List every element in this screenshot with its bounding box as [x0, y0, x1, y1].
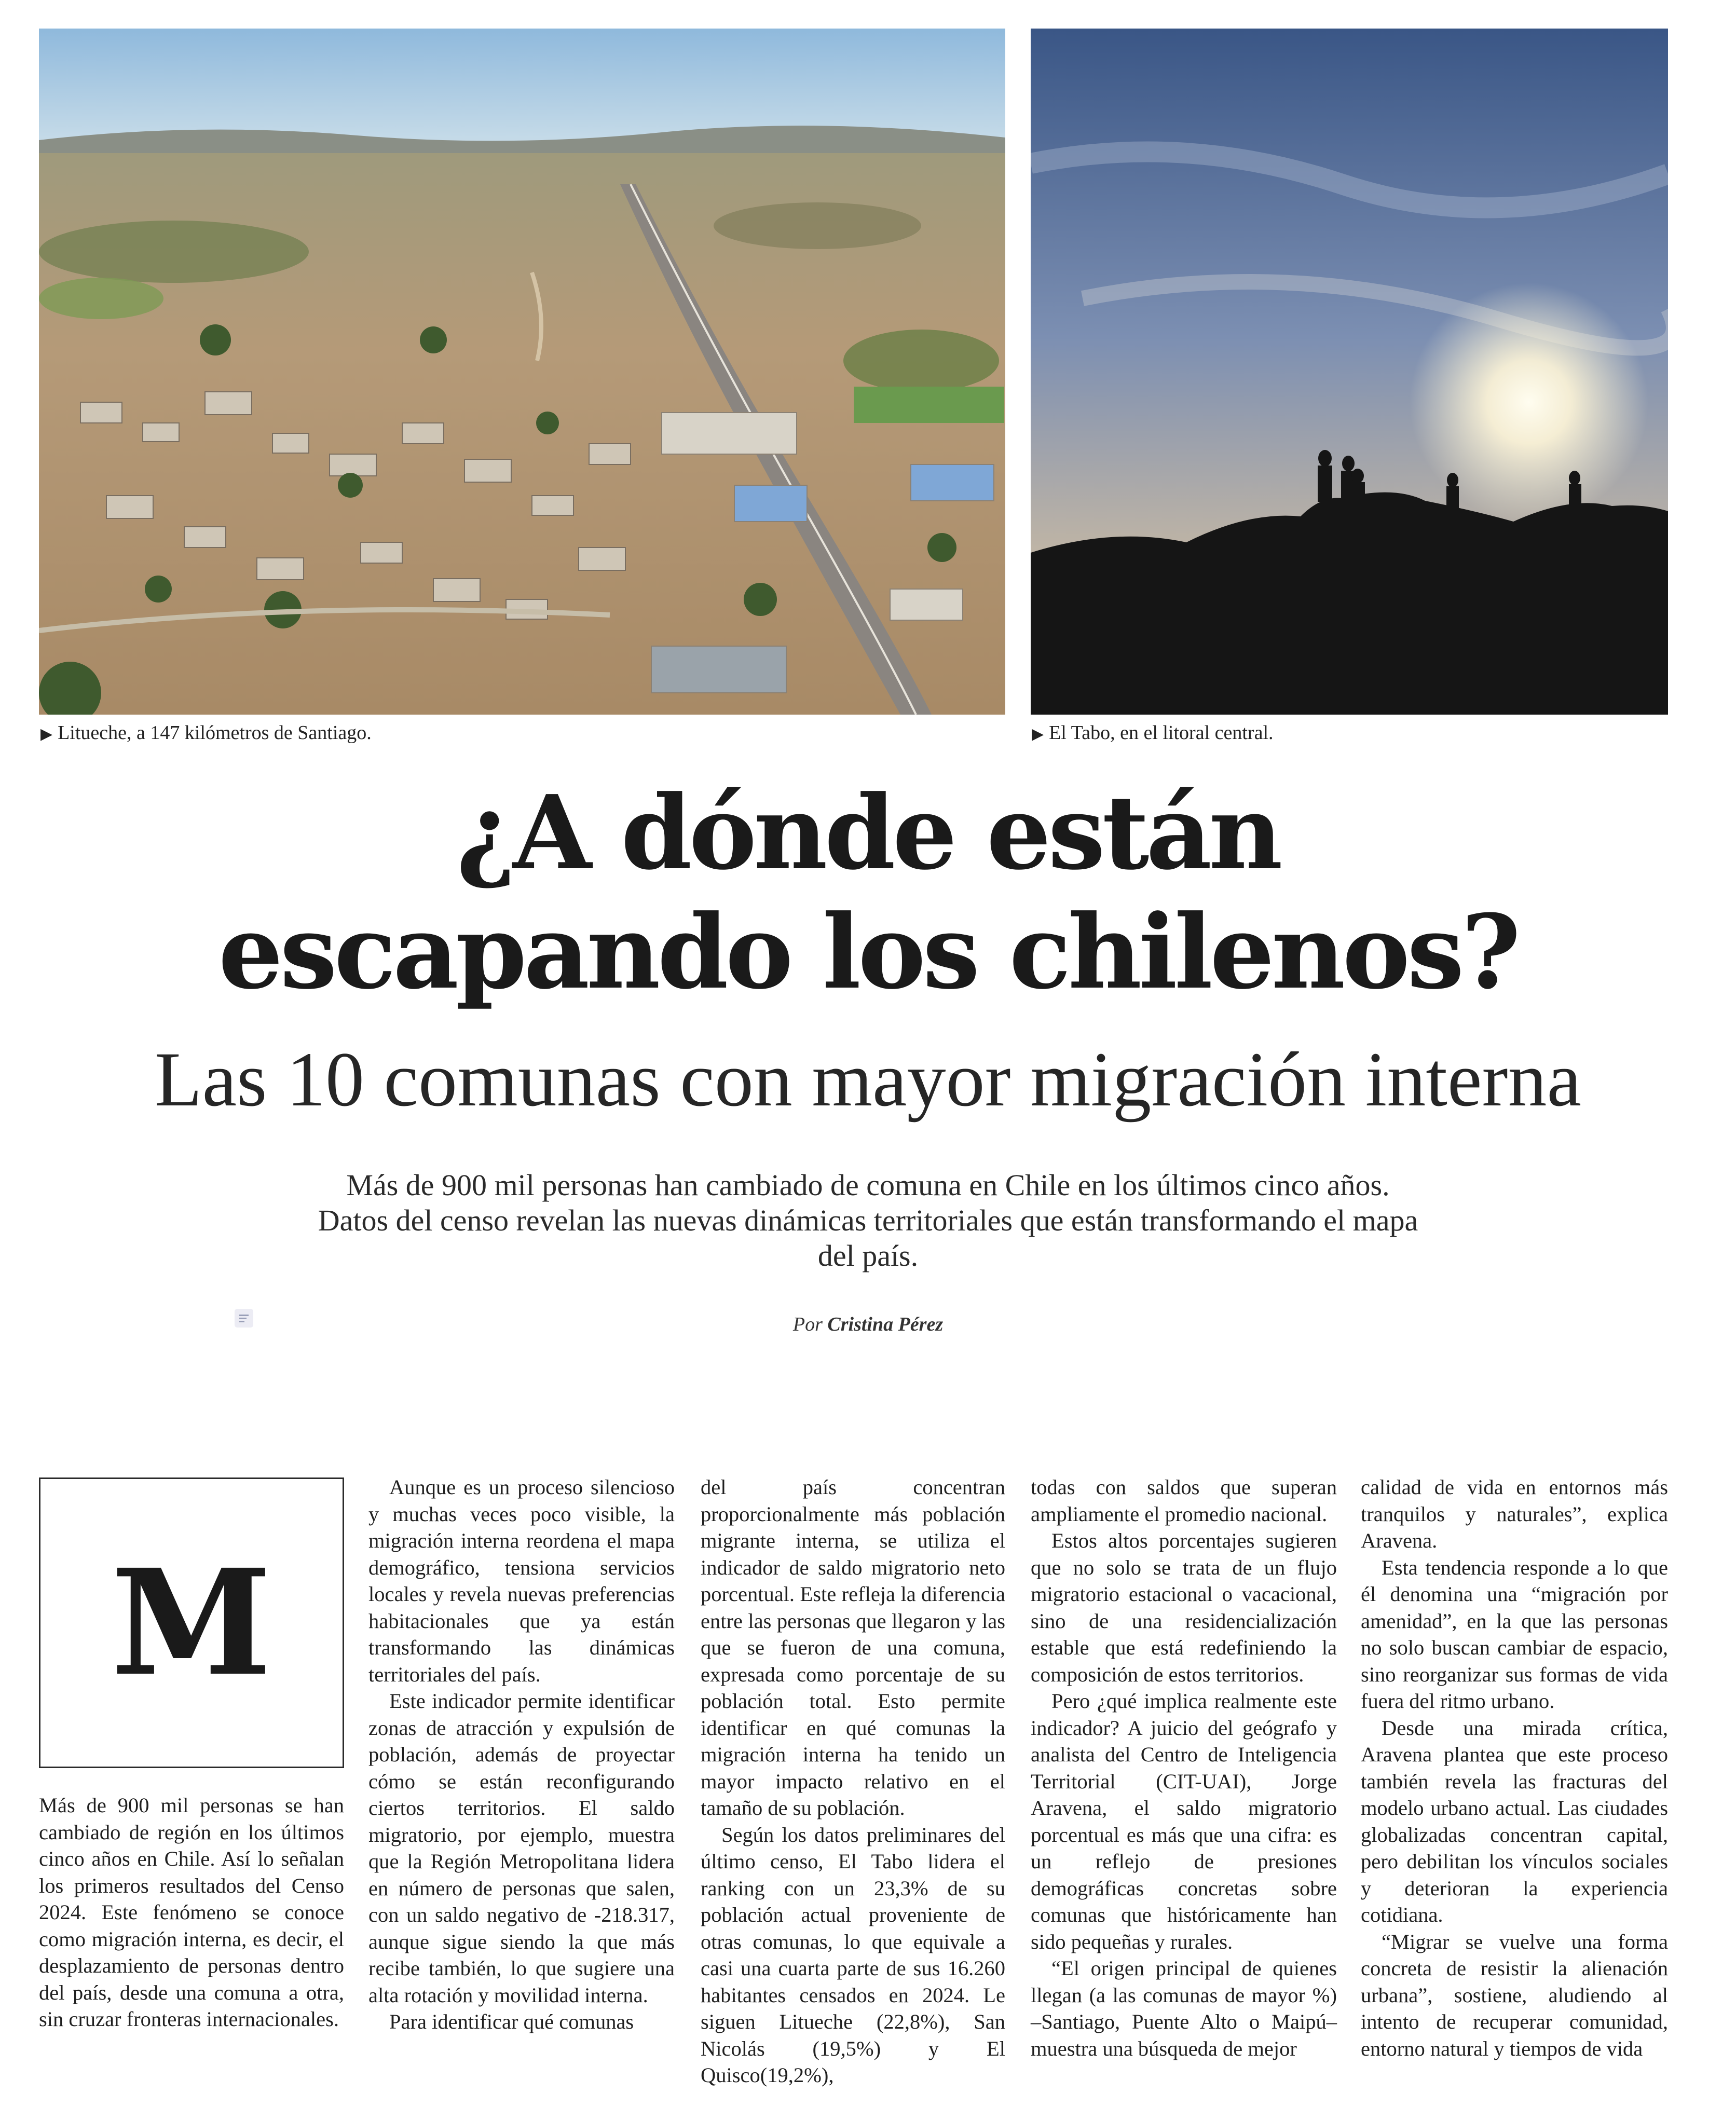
article-column-3: [701, 1474, 1005, 2089]
paragraph: Desde una mirada crítica, Aravena plantea que este proceso también revela las fracturas del modelo urbano actual. Las ciudades globalizadas concentran capital, pero debilitan los vínculos sociales y deterioran la experiencia cotidiana.: [1361, 1716, 1668, 1926]
caption-marker-icon: ▶: [1032, 726, 1044, 743]
paragraph: Según los datos preliminares del último censo, El Tabo lidera el ranking con un 23,3% de su población actual proveniente de otras comunas, lo que equivale a casi una cuarta parte de sus 16.260 habitantes censados en 2024. Le siguen Litueche (22,8%), San Nicolás (19,5%) y El Quisco(19,2%),: [701, 1823, 1005, 2087]
paragraph: Estos altos porcentajes sugieren que no solo se trata de un flujo migratorio estacional o vacacional, sino de una residencialización estable que está redefiniendo la composición de estos territorios.: [1031, 1529, 1337, 1686]
subheadline: Las 10 comunas con mayor migración interna: [154, 1036, 1582, 1123]
photo-el-tabo: [1031, 29, 1668, 715]
dropcap-box: [39, 1477, 344, 1768]
article-column-4: [1031, 1474, 1337, 2062]
byline-author: Cristina Pérez: [827, 1314, 944, 1335]
aerial-town-illustration: [39, 29, 1005, 715]
dek: Más de 900 mil personas han cambiado de comuna en Chile en los últimos cinco años. Datos del censo revelan las nuevas dinámicas territoriales que están transformando el mapa del país.: [318, 1168, 1418, 1273]
photo-caption-right: [1032, 721, 1274, 744]
caption-right-text: El Tabo, en el litoral central.: [1049, 722, 1274, 744]
paragraph: del país concentran proporcionalmente más población migrante interna, se utiliza el indicador de saldo migratorio neto porcentual. Este refleja la diferencia entre las personas que llegaron y las que se fueron de una comuna, expresada como porcentaje de su población total. Esto permite identificar en qué comunas la migración interna ha tenido un mayor impacto relativo en el tamaño de su población.: [701, 1475, 1005, 1819]
dropcap-letter: M: [111, 1537, 272, 1708]
paragraph: Esta tendencia responde a lo que él denomina una “migración por amenidad”, en la que las personas no solo buscan cambiar de espacio, sino reorganizar sus formas de vida fuera del ritmo urbano.: [1361, 1555, 1668, 1713]
paragraph: calidad de vida en entornos más tranquilos y naturales”, explica Aravena.: [1361, 1475, 1668, 1552]
paragraph: Para identificar qué comunas: [389, 2010, 634, 2033]
headline-line-2: escapando los chilenos?: [218, 893, 1518, 1012]
paragraph: “El origen principal de quienes llegan (a las comunas de mayor %) –Santiago, Puente Alto o Maipú– muestra una búsqueda de mejor: [1031, 1956, 1337, 2060]
headline-line-1: ¿A dónde están: [456, 773, 1280, 893]
photo-litueche: [39, 29, 1005, 715]
photo-caption-left: [40, 721, 372, 744]
byline-prefix: Por: [792, 1314, 823, 1335]
paragraph: “Migrar se vuelve una forma concreta de resistir la alienación urbana”, sostiene, aludiendo al intento de recuperar comunidad, entorno natural y tiempos de vida: [1361, 1930, 1668, 2060]
sunset-silhouette-illustration: [1031, 29, 1668, 715]
caption-marker-icon: ▶: [40, 726, 53, 743]
article-column-5: [1361, 1474, 1668, 2062]
headline: [0, 773, 1736, 1012]
article-column-1: [39, 1792, 344, 2033]
article-column-2: [368, 1474, 675, 2035]
paragraph: todas con saldos que superan ampliamente el promedio nacional.: [1031, 1475, 1337, 1526]
byline: [0, 1313, 1736, 1336]
paragraph: Más de 900 mil personas se han cambiado de región en los últimos cinco años en Chile. Así lo señalan los primeros resultados del Censo 2024. Este fenómeno se conoce como migración interna, es decir, el desplazamiento de personas dentro del país, desde una comuna a otra, sin cruzar fronteras internacionales.: [39, 1794, 344, 2031]
caption-left-text: Litueche, a 147 kilómetros de Santiago.: [58, 722, 372, 744]
paragraph: Pero ¿qué implica realmente este indicador? A juicio del geógrafo y analista del Centro de Inteligencia Territorial (CIT-UAI), Jorge Aravena, el saldo migratorio porcentual es más que una cifra: es un reflejo de presiones demográficas concretas sobre comunas que históricamente han sido pequeñas y rurales.: [1031, 1689, 1337, 1953]
paragraph: Aunque es un proceso silencioso y muchas veces poco visible, la migración interna reordena el mapa demográfico, tensiona servicios locales y revela nuevas preferencias habitacionales que ya están transformando las dinámicas territoriales del país.: [368, 1475, 675, 1686]
paragraph: Este indicador permite identificar zonas de atracción y expulsión de población, además de proyectar cómo se están reconfigurando ciertos territorios. El saldo migratorio, por ejemplo, muestra que la Región Metropolitana lidera en número de personas que salen, con un saldo negativo de -218.317, aunque sigue siendo la que más recibe también, lo que sugiere una alta rotación y movilidad interna.: [368, 1689, 675, 2007]
